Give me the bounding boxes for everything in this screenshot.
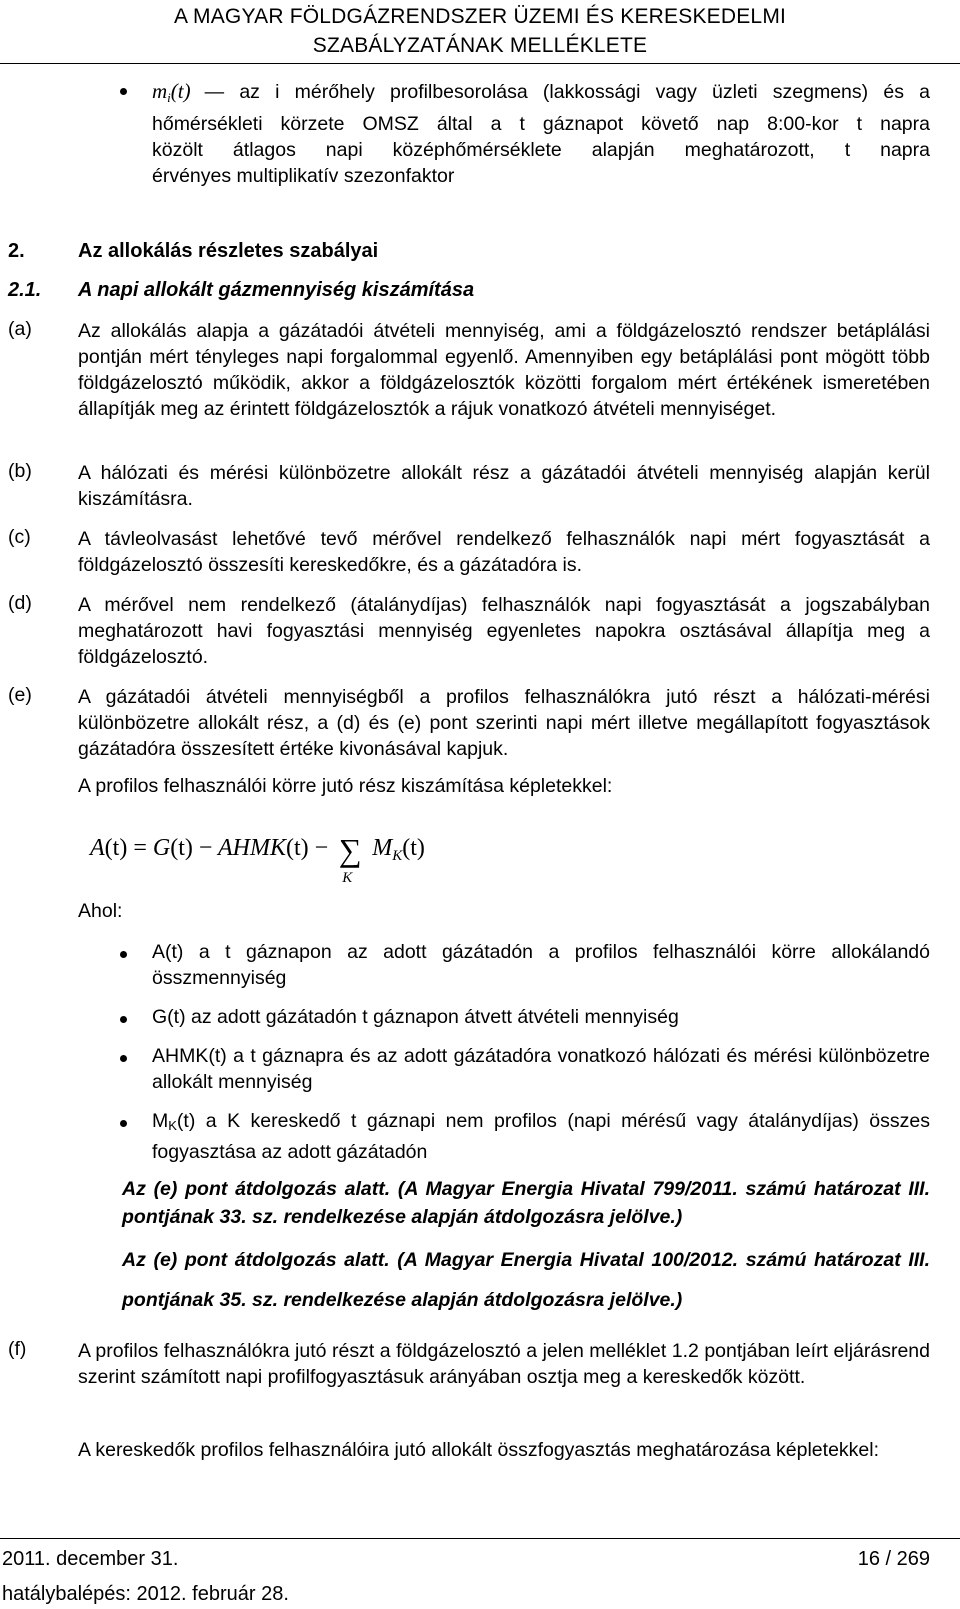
item-f-text: A profilos felhasználókra jutó részt a földgázelosztó a jelen melléklet 1.2 pontjában leírt eljárásrend szerint számított napi profilfogyasztásuk arányában osztja meg a kereskedők között. [78,1340,930,1388]
def-3 [152,1043,930,1095]
ahol-label: Ahol: [78,900,123,922]
def-4 [152,1108,930,1165]
formula-ahmk-arg: (t) [286,835,309,861]
formula-sum-sub: K [342,870,353,886]
item-b-label: (b) [8,460,32,482]
section-21-title: A napi allokált gázmennyiség kiszámítása [78,279,475,301]
formula-lhs-arg: (t) [104,835,128,861]
section-2-title: Az allokálás részletes szabályai [78,240,379,262]
footer-page: 16 / 269 [857,1548,930,1570]
after-f-text: A kereskedők profilos felhasználóira jutó allokált összfogyasztás meghatározása képletekkel: [78,1439,880,1461]
formula-m-sub: K [392,848,403,864]
def-1-term: A(t) [152,941,184,963]
formula-m-arg: (t) [402,835,425,861]
formula-g: G [152,835,171,861]
item-f-label: (f) [8,1338,27,1360]
def-4-term-sub: K [168,1118,177,1133]
def-1-text: a t gáznapon az adott gázátadón a profilos felhasználói körre allokálandó összmennyiség [152,941,930,989]
item-e-label: (e) [8,684,32,706]
footer-rule [0,1538,960,1539]
item-d-text: A mérővel nem rendelkező (átalánydíjas) felhasználók napi fogyasztását a jogszabályban meghatározott havi fogyasztási mennyiség egyenletes napokra osztásával állapítja meg a földgázelosztó. [78,594,930,668]
formula-g-arg: (t) [170,835,193,861]
bullet-subscript: i [167,90,171,105]
def-bullet-2 [120,1016,127,1023]
section-2-heading [8,240,378,263]
header-rule [0,63,960,64]
item-a-label: (a) [8,318,32,340]
section-21-heading [8,279,474,302]
note-1: Az (e) pont átdolgozás alatt. (A Magyar Energia Hivatal 799/2011. számú határozat III. pontjának 33. sz. rendelkezése alapján átdolgozásra jelölve.) [122,1178,930,1228]
def-bullet-4 [120,1120,127,1127]
def-4-term-rest: (t) [176,1110,196,1132]
item-b-text: A hálózati és mérési különbözetre allokált rész a gázátadói átvételi mennyiség alapján kerül kiszámításra. [78,462,930,510]
bullet-symbol: m [152,79,168,103]
def-3-term: AHMK(t) [152,1045,227,1067]
formula-minus-2: − [314,835,329,861]
bullet-arg: (t) [170,79,191,103]
top-bullet [152,78,930,189]
formula-m: M [372,835,393,861]
section-21-number: 2.1. [8,279,42,301]
item-c-text: A távleolvasást lehetővé tevő mérővel rendelkező felhasználók napi mért fogyasztását a földgázelosztó összesíti kereskedőkre, és a gázátadóra is. [78,528,930,576]
page-header [0,2,960,60]
header-line-1: A MAGYAR FÖLDGÁZRENDSZER ÜZEMI ÉS KERESKEDELMI [173,5,787,28]
footer-date: 2011. december 31. [2,1548,179,1570]
def-2-text: az adott gázátadón t gáznapon átvett átvételi mennyiség [185,1006,679,1028]
footer-effective: hatálybalépés: 2012. február 28. [2,1583,289,1605]
item-e-text: A gázátadói átvételi mennyiségből a profilos felhasználókra jutó részt a hálózati-mérési különbözetre allokált rész, a (d) és (e) pont szerinti napi mért illetve megállapított fogyasztások gázátadóra összesített értéke kivonásával kapjuk. [78,686,930,760]
bullet-text-line-1: — az i mérőhely profilbesorolása (lakkossági vagy üzleti szegmens) és a [204,81,930,103]
def-2-term: G(t) [152,1006,186,1028]
item-d-label: (d) [8,592,32,614]
def-1 [152,939,930,991]
def-3-text: a t gáznapra és az adott gázátadóra vonatkozó hálózati és mérési különbözetre allokált mennyiség [152,1045,930,1093]
header-line-2: SZABÁLYZATÁNAK MELLÉKLETE [312,34,648,57]
formula-lhs: A [90,835,105,861]
formula-intro: A profilos felhasználói körre jutó rész kiszámítása képletekkel: [78,775,613,797]
formula-equals: = [133,835,147,861]
bullet-text-line-4: érvényes multiplikatív szezonfaktor [152,165,455,187]
bullet-text-line-3: közölt átlagos napi középhőmérséklete alapján meghatározott, t napra [152,139,930,161]
item-c-label: (c) [8,526,31,548]
item-a-text: Az allokálás alapja a gázátadói átvételi mennyiség, ami a földgázelosztó rendszer betáplálási pontján mért tényleges napi forgalommal egyenlő. Amennyiben egy betáplálási pont mögött több földgázelosztó működik, akkor a földgázelosztók közötti forgalom mért értékének ismeretében állapítják meg az érintett földgázelosztók a rájuk vonatkozó átvételi mennyiséget. [78,320,930,420]
formula-ahmk: AHMK [218,835,286,861]
formula-sum: ∑ [338,832,362,868]
note-2: Az (e) pont átdolgozás alatt. (A Magyar Energia Hivatal 100/2012. számú határozat III. pontjának 35. sz. rendelkezése alapján átdolgozásra jelölve.) [122,1249,930,1311]
section-2-number: 2. [8,240,25,262]
formula [90,832,425,886]
bullet-text-line-2: hőmérsékleti körzete OMSZ által a t gáznapot követő nap 8:00-kor t napra [152,113,930,135]
def-4-text: a K kereskedő t gáznapi nem profilos (napi mérésű vagy átalánydíjas) összes fogyasztása az adott gázátadón [152,1110,930,1163]
bullet-dot [120,88,127,95]
def-bullet-3 [120,1055,127,1062]
def-2 [152,1004,930,1030]
def-4-term: M [152,1110,169,1132]
formula-minus-1: − [198,835,213,861]
def-bullet-1 [120,951,127,958]
